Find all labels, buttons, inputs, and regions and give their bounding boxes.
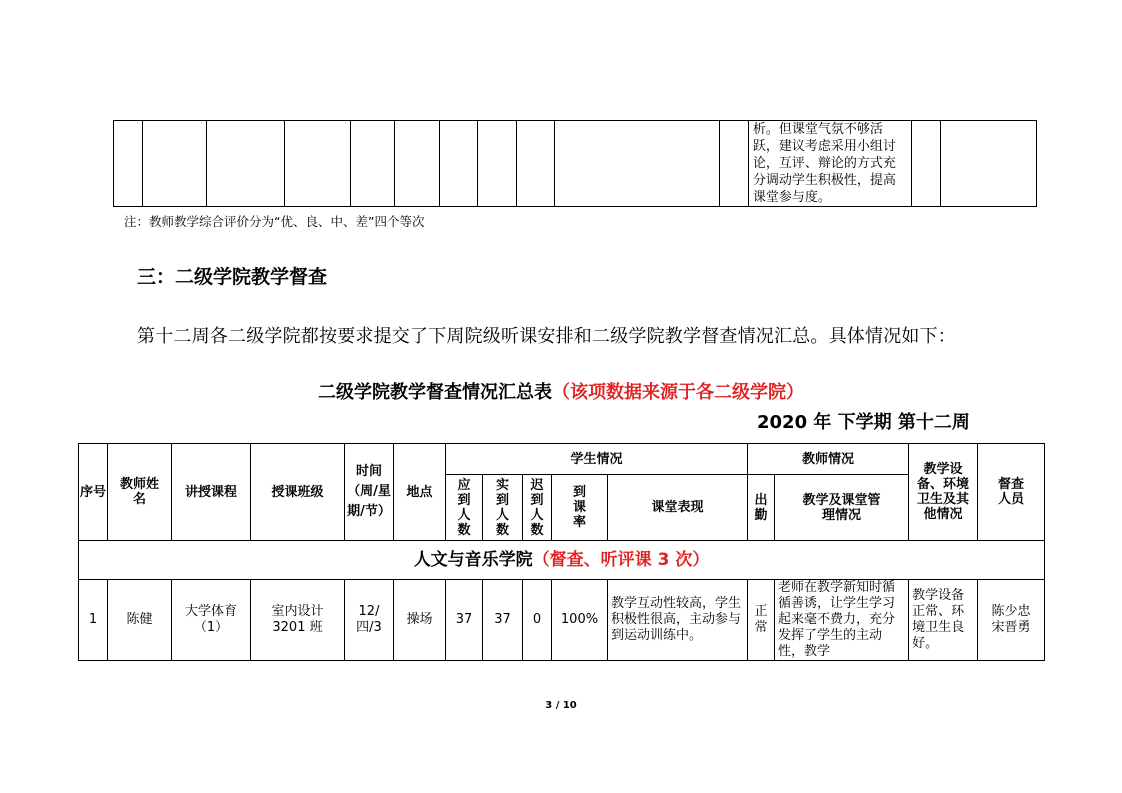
header-student-group: 学生情况 <box>446 444 748 475</box>
header-seq: 序号 <box>79 444 108 541</box>
header-inspector: 督查人员 <box>978 444 1045 541</box>
cell-time: 12/四/3 <box>345 580 394 661</box>
header-teacher-group: 教师情况 <box>748 444 909 475</box>
cell-management: 老师在教学新知时循循善诱，让学生学习起来毫不费力，充分发挥了学生的主动性，教学 <box>775 580 909 661</box>
table-footnote: 注：教师教学综合评价分为“优、良、中、差”四个等次 <box>124 214 425 229</box>
cell-seq: 1 <box>79 580 108 661</box>
section-heading: 三：二级学院教学督查 <box>137 266 328 288</box>
college-row <box>79 541 1045 580</box>
header-time: 时间（周/星期/节） <box>345 444 394 541</box>
header-attendance: 出勤 <box>748 475 775 541</box>
college-visit-count: （督查、听评课 3 次） <box>532 550 710 570</box>
header-teacher: 教师姓名 <box>108 444 172 541</box>
cell-expected: 37 <box>446 580 483 661</box>
table-title <box>0 378 1122 404</box>
header-facilities: 教学设备、环境卫生及其他情况 <box>909 444 978 541</box>
header-actual: 实到人数 <box>483 475 523 541</box>
header-row <box>79 444 1045 475</box>
intro-paragraph: 第十二周各二级学院都按要求提交了下周院级听课安排和二级学院教学督查情况汇总。具体情况如下： <box>137 326 956 347</box>
supervision-summary-table <box>78 443 1045 661</box>
college-name-cell <box>79 541 1045 580</box>
cell-course: 大学体育（1） <box>172 580 251 661</box>
table-title-main: 二级学院教学督查情况汇总表 <box>318 382 552 403</box>
cell-class: 室内设计 3201 班 <box>251 580 345 661</box>
cell-late: 0 <box>523 580 552 661</box>
header-late: 迟到人数 <box>523 475 552 541</box>
header-expected: 应到人数 <box>446 475 483 541</box>
table-row <box>114 121 1037 207</box>
cell-actual: 37 <box>483 580 523 661</box>
previous-table-fragment <box>113 120 1037 207</box>
cell-performance: 教学互动性较高，学生积极性很高，主动参与到运动训练中。 <box>608 580 748 661</box>
cell-place: 操场 <box>394 580 446 661</box>
cell-inspector: 陈少忠 宋晋勇 <box>978 580 1045 661</box>
header-management: 教学及课堂管理情况 <box>775 475 909 541</box>
remark-cell: 析。但课堂气氛不够活跃，建议考虑采用小组讨论，互评、辩论的方式充分调动学生积极性，提高课堂参与度。 <box>748 121 911 207</box>
cell-facilities: 教学设备正常、环境卫生良好。 <box>909 580 978 661</box>
header-place: 地点 <box>394 444 446 541</box>
term-label: 2020 年 下学期 第十二周 <box>757 412 970 433</box>
cell-attendance: 正常 <box>748 580 775 661</box>
page-number: 3 / 10 <box>545 700 577 711</box>
table-row <box>79 580 1045 661</box>
cell-rate: 100% <box>552 580 608 661</box>
header-performance: 课堂表现 <box>608 475 748 541</box>
cell-teacher: 陈健 <box>108 580 172 661</box>
table-title-source-note: （该项数据来源于各二级学院） <box>552 382 804 403</box>
header-rate: 到课率 <box>552 475 608 541</box>
college-name: 人文与音乐学院 <box>413 550 533 570</box>
header-course: 讲授课程 <box>172 444 251 541</box>
header-class: 授课班级 <box>251 444 345 541</box>
